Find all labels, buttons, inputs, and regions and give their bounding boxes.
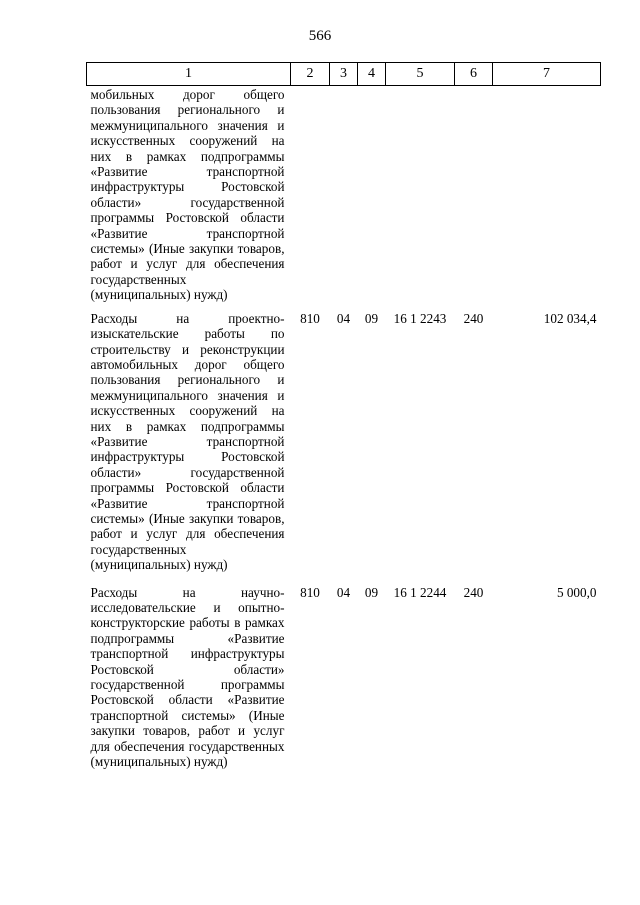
column-header-1: 1 bbox=[87, 63, 291, 86]
row-col3 bbox=[330, 86, 358, 307]
row-description: мобильных дорог общего пользования регионального и межмуниципального значения и искусственных сооружений на них в рамках подпрограммы «Развитие транспортной инфраструктуры Ростовской области» государственной программы Ростовской области «Развитие транспортной системы» (Иные закупки товаров, работ и услуг для обеспечения государственных (муниципальных) нужд) bbox=[90, 87, 285, 303]
column-header-3: 3 bbox=[330, 63, 358, 86]
table-row bbox=[87, 86, 601, 307]
row-amount bbox=[493, 86, 601, 307]
row-col4: 09 bbox=[364, 584, 379, 600]
row-col6 bbox=[455, 86, 493, 307]
column-header-5: 5 bbox=[386, 63, 455, 86]
column-number-header-row bbox=[87, 63, 601, 86]
row-col2: 810 bbox=[300, 310, 320, 326]
row-col5 bbox=[386, 86, 455, 307]
column-header-2: 2 bbox=[291, 63, 330, 86]
row-description: Расходы на научно-исследовательские и опытно-конструкторские работы в рамках подпрограммы «Развитие транспортной инфраструктуры Ростовской области» государственной программы Ростовской области «Развитие транспортной системы» (Иные закупки товаров, работ и услуг для обеспечения государственных (муниципальных) нужд) bbox=[90, 584, 285, 770]
row-col5: 16 1 2243 bbox=[393, 310, 447, 326]
table-row bbox=[87, 307, 601, 581]
column-header-7: 7 bbox=[493, 63, 601, 86]
row-amount: 5 000,0 bbox=[556, 584, 597, 600]
row-col3: 04 bbox=[336, 584, 351, 600]
row-col4: 09 bbox=[364, 310, 379, 326]
column-header-6: 6 bbox=[455, 63, 493, 86]
row-col4 bbox=[358, 86, 386, 307]
page-number: 566 bbox=[308, 28, 332, 44]
row-col2 bbox=[291, 86, 330, 307]
row-description: Расходы на проектно-изыскательские работы по строительству и реконструкции автомобильных дорог общего пользования регионального и межмуниципального значения и искусственных сооружений на них в рамках подпрограммы «Развитие транспортной инфраструктуры Ростовской области» государственной программы Ростовской области «Развитие транспортной системы» (Иные закупки товаров, работ и услуг для обеспечения государственных (муниципальных) нужд) bbox=[90, 310, 285, 573]
row-col3: 04 bbox=[336, 310, 351, 326]
row-col5: 16 1 2244 bbox=[393, 584, 447, 600]
row-col6: 240 bbox=[463, 310, 484, 326]
row-col6: 240 bbox=[463, 584, 484, 600]
budget-table bbox=[86, 62, 601, 773]
row-amount: 102 034,4 bbox=[543, 310, 597, 326]
column-header-4: 4 bbox=[358, 63, 386, 86]
row-col2: 810 bbox=[300, 584, 320, 600]
table-row bbox=[87, 581, 601, 774]
